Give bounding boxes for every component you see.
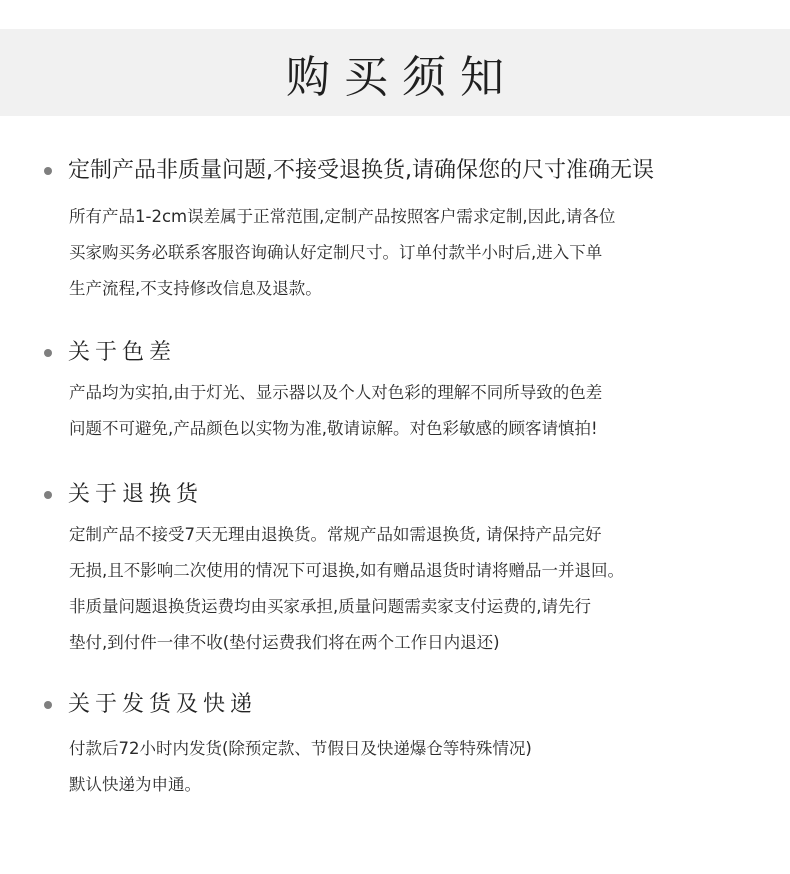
section-returns: [0, 479, 790, 652]
body-line: 所有产品1-2cm误差属于正常范围,定制产品按照客户需求定制,因此,请各位: [69, 207, 616, 226]
section-body: [69, 517, 769, 661]
body-line: 非质量问题退换货运费均由买家承担,质量问题需卖家支付运费的,请先行: [69, 597, 591, 616]
section-body: [69, 199, 769, 307]
bullet-icon: [44, 701, 52, 709]
body-line: 无损,且不影响二次使用的情况下可退换,如有赠品退货时请将赠品一并退回。: [69, 561, 624, 580]
body-line: 定制产品不接受7天无理由退换货。常规产品如需退换货, 请保持产品完好: [69, 525, 602, 544]
section-heading: 关于退换货: [68, 482, 204, 507]
section-color-difference: [0, 337, 790, 438]
body-line: 问题不可避免,产品颜色以实物为准,敬请谅解。对色彩敏感的顾客请慎拍!: [69, 419, 598, 438]
bullet-icon: [44, 491, 52, 499]
page-title: 购买须知: [286, 51, 518, 103]
section-heading-row: [0, 479, 790, 511]
body-line: 默认快递为申通。: [69, 775, 201, 794]
body-line: 产品均为实拍,由于灯光、显示器以及个人对色彩的理解不同所导致的色差: [69, 383, 603, 402]
section-body: [69, 375, 769, 447]
section-heading: 关于色差: [68, 340, 177, 365]
section-heading-row: [0, 155, 790, 187]
section-heading: 定制产品非质量问题,不接受退换货,请确保您的尺寸准确无误: [68, 158, 654, 183]
bullet-icon: [44, 349, 52, 357]
body-line: 生产流程,不支持修改信息及退款。: [69, 279, 322, 298]
bullet-icon: [44, 167, 52, 175]
body-line: 买家购买务必联系客服咨询确认好定制尺寸。订单付款半小时后,进入下单: [69, 243, 603, 262]
section-shipping: [0, 689, 790, 794]
body-line: 付款后72小时内发货(除预定款、节假日及快递爆仓等特殊情况): [69, 739, 532, 758]
body-line: 垫付,到付件一律不收(垫付运费我们将在两个工作日内退还): [69, 633, 500, 652]
section-custom-products: [0, 155, 790, 298]
title-banner: [0, 29, 790, 116]
section-heading-row: [0, 689, 790, 721]
section-heading: 关于发货及快递: [68, 692, 258, 717]
section-heading-row: [0, 337, 790, 369]
section-body: [69, 731, 769, 803]
